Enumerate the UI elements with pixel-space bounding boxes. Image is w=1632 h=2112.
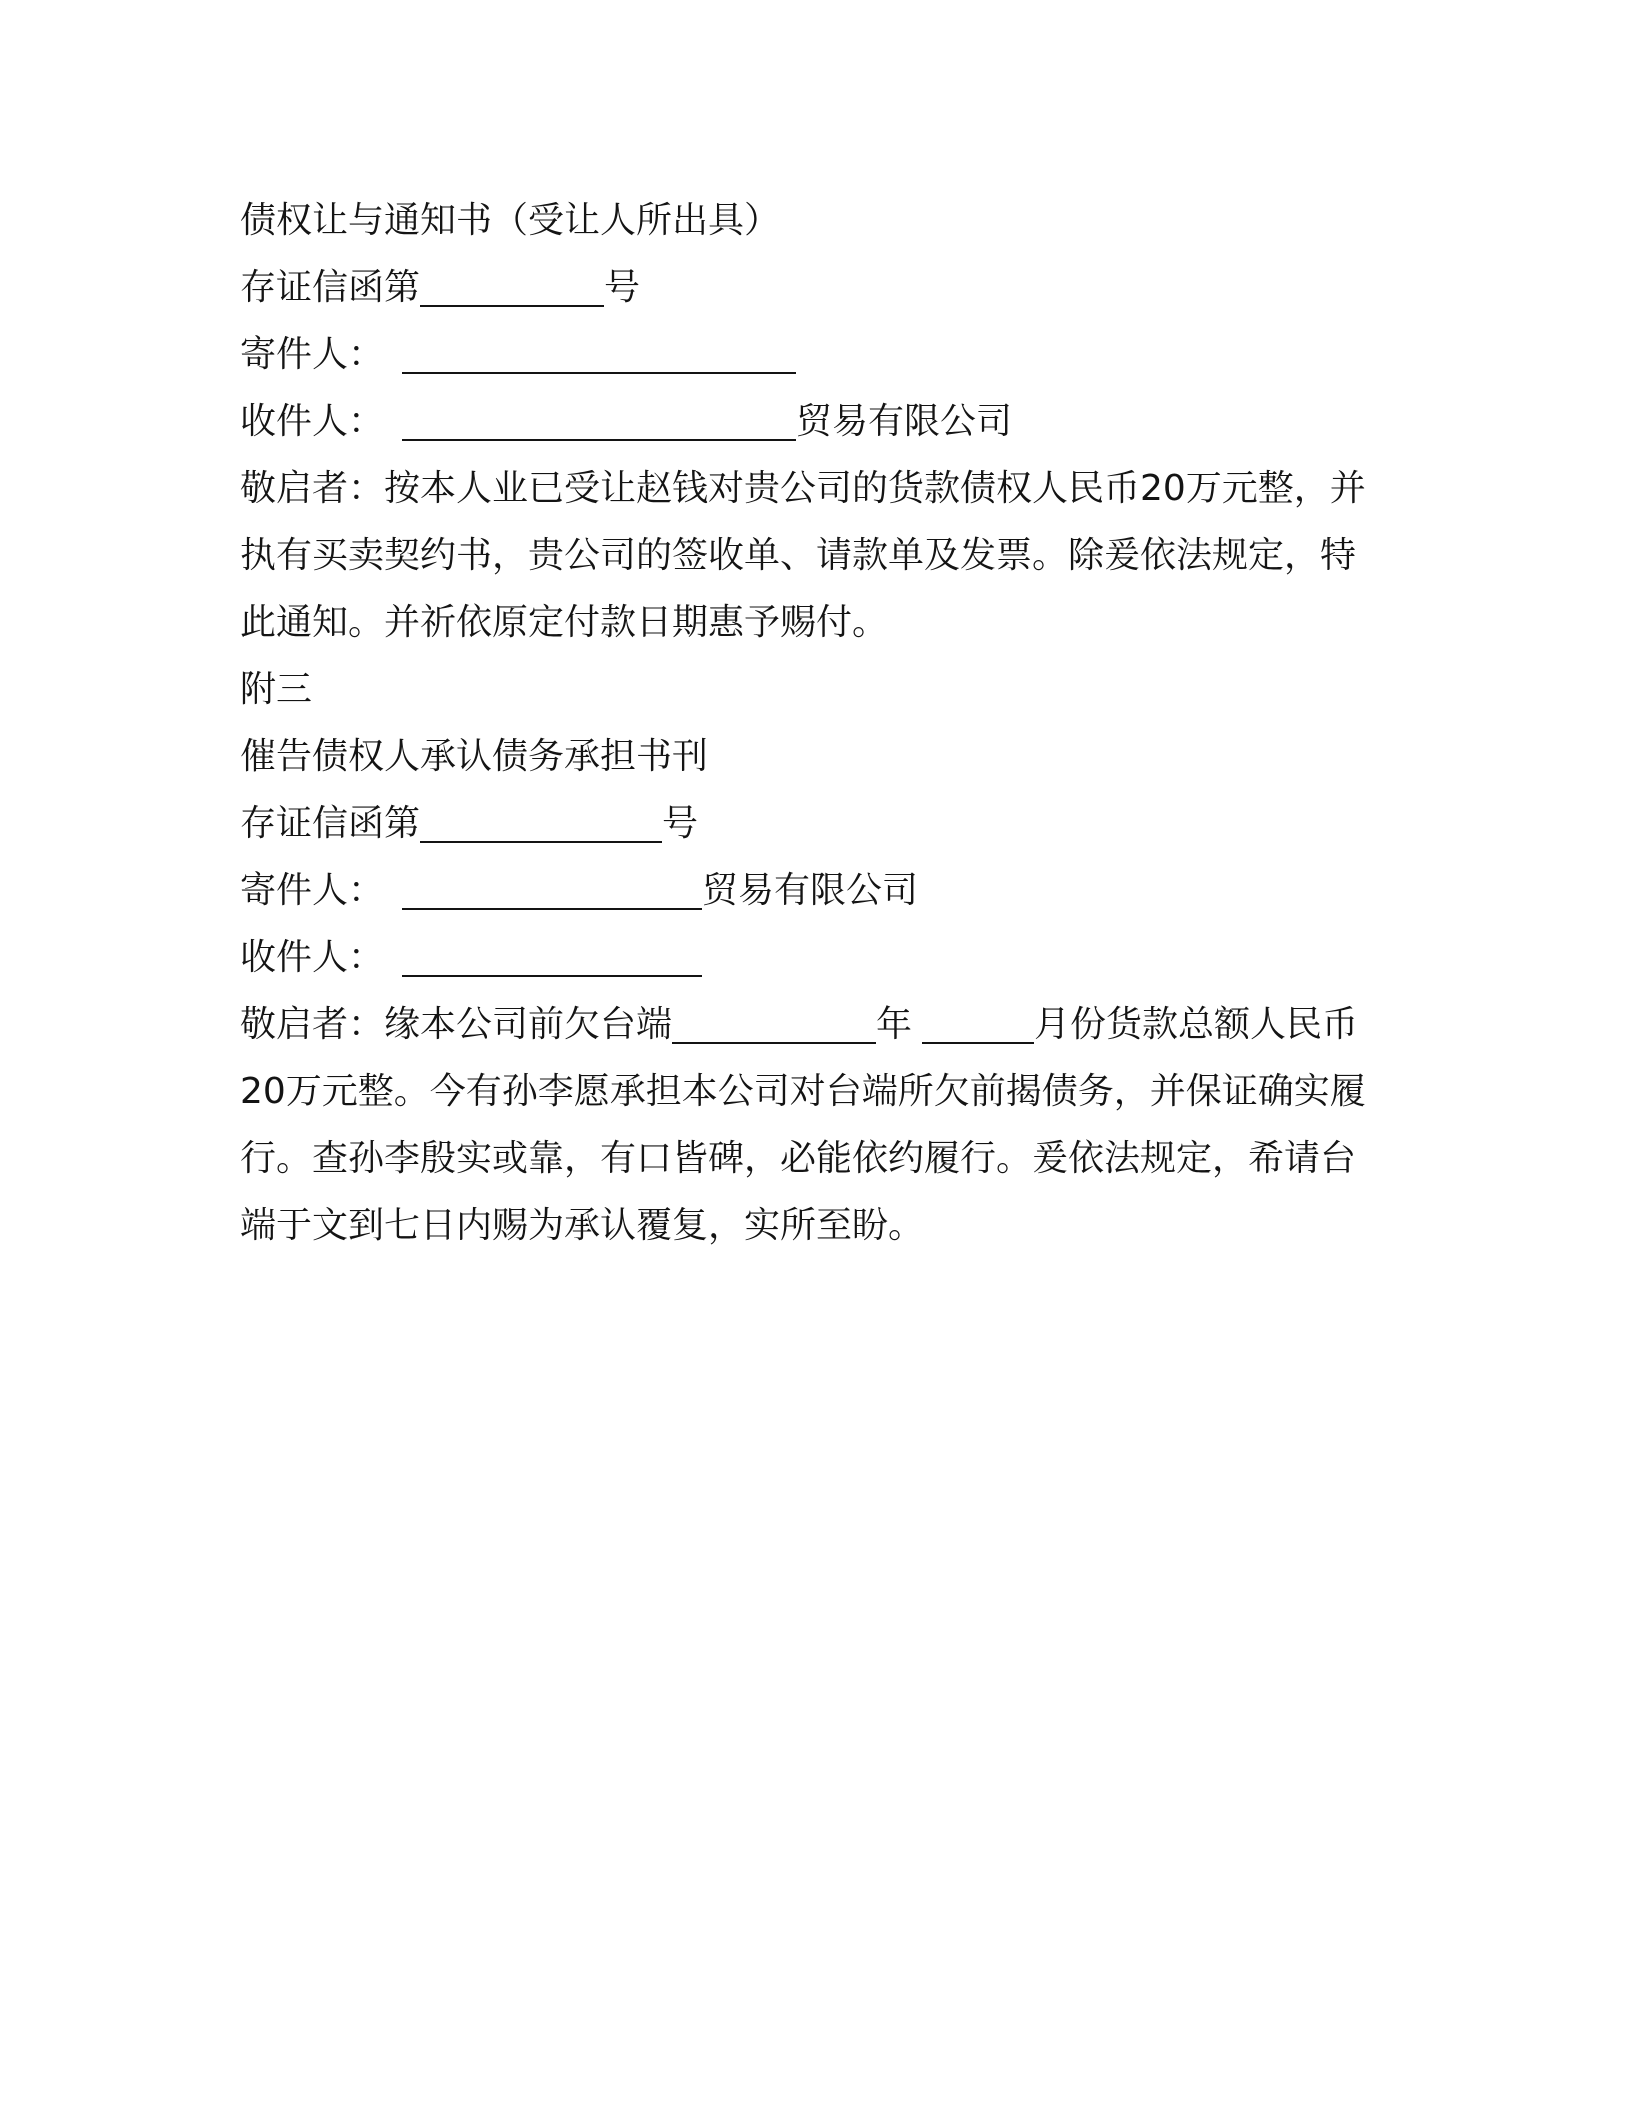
demand-sender-line bbox=[240, 857, 1400, 924]
sender-label: 寄件人： bbox=[240, 870, 385, 911]
demand-title bbox=[240, 723, 1400, 790]
appendix-label-text: 附三 bbox=[240, 669, 313, 710]
notice-body-text: 此通知。并祈依原定付款日期惠予赐付。 bbox=[240, 602, 889, 643]
sender-blank bbox=[402, 866, 702, 910]
demand-body-line bbox=[240, 1125, 1400, 1192]
demand-body-prefix: 敬启者：缘本公司前欠台端 bbox=[240, 1004, 673, 1045]
notice-body-text: 敬启者：按本人业已受让赵钱对贵公司的货款债权人民币20万元整，并 bbox=[240, 468, 1366, 509]
recipient-blank bbox=[402, 933, 702, 977]
demand-body-text: 20万元整。今有孙李愿承担本公司对台端所欠前揭债务，并保证确实履 bbox=[240, 1071, 1366, 1112]
notice-title bbox=[240, 187, 1400, 254]
sender-blank bbox=[402, 330, 796, 374]
notice-sender-line bbox=[240, 321, 1400, 388]
demand-body-line bbox=[240, 1058, 1400, 1125]
demand-recipient-line bbox=[240, 924, 1400, 991]
serial-prefix: 存证信函第 bbox=[240, 803, 421, 844]
demand-body-text: 端于文到七日内赐为承认覆复，实所至盼。 bbox=[240, 1205, 925, 1246]
notice-body-line bbox=[240, 522, 1400, 589]
notice-recipient-line bbox=[240, 388, 1400, 455]
notice-body-text: 执有买卖契约书，贵公司的签收单、请款单及发票。除爰依法规定，特 bbox=[240, 535, 1357, 576]
appendix-label bbox=[240, 656, 1400, 723]
month-blank bbox=[922, 1000, 1034, 1044]
serial-number-blank bbox=[420, 263, 604, 307]
sender-suffix: 贸易有限公司 bbox=[702, 870, 919, 911]
serial-prefix: 存证信函第 bbox=[240, 267, 421, 308]
recipient-label: 收件人： bbox=[240, 937, 385, 978]
notice-serial-line bbox=[240, 254, 1400, 321]
notice-body-line bbox=[240, 455, 1400, 522]
demand-body-text: 行。查孙李殷实或靠，有口皆碑，必能依约履行。爰依法规定，希请台 bbox=[240, 1138, 1357, 1179]
notice-body-line bbox=[240, 589, 1400, 656]
recipient-suffix: 贸易有限公司 bbox=[796, 401, 1013, 442]
year-blank bbox=[672, 1000, 876, 1044]
recipient-label: 收件人： bbox=[240, 401, 385, 442]
sender-label: 寄件人： bbox=[240, 334, 385, 375]
demand-body-line bbox=[240, 1192, 1400, 1259]
serial-suffix: 号 bbox=[662, 803, 699, 844]
demand-body-suffix: 月份货款总额人民币 bbox=[1034, 1004, 1359, 1045]
notice-title-text: 债权让与通知书（受让人所出具） bbox=[240, 200, 781, 241]
serial-number-blank bbox=[420, 799, 662, 843]
recipient-blank bbox=[402, 397, 796, 441]
serial-suffix: 号 bbox=[604, 267, 641, 308]
year-label: 年 bbox=[876, 1004, 913, 1045]
demand-serial-line bbox=[240, 790, 1400, 857]
document-body bbox=[240, 187, 1400, 1259]
demand-title-text: 催告债权人承认债务承担书刊 bbox=[240, 736, 709, 777]
demand-body-line bbox=[240, 991, 1400, 1058]
